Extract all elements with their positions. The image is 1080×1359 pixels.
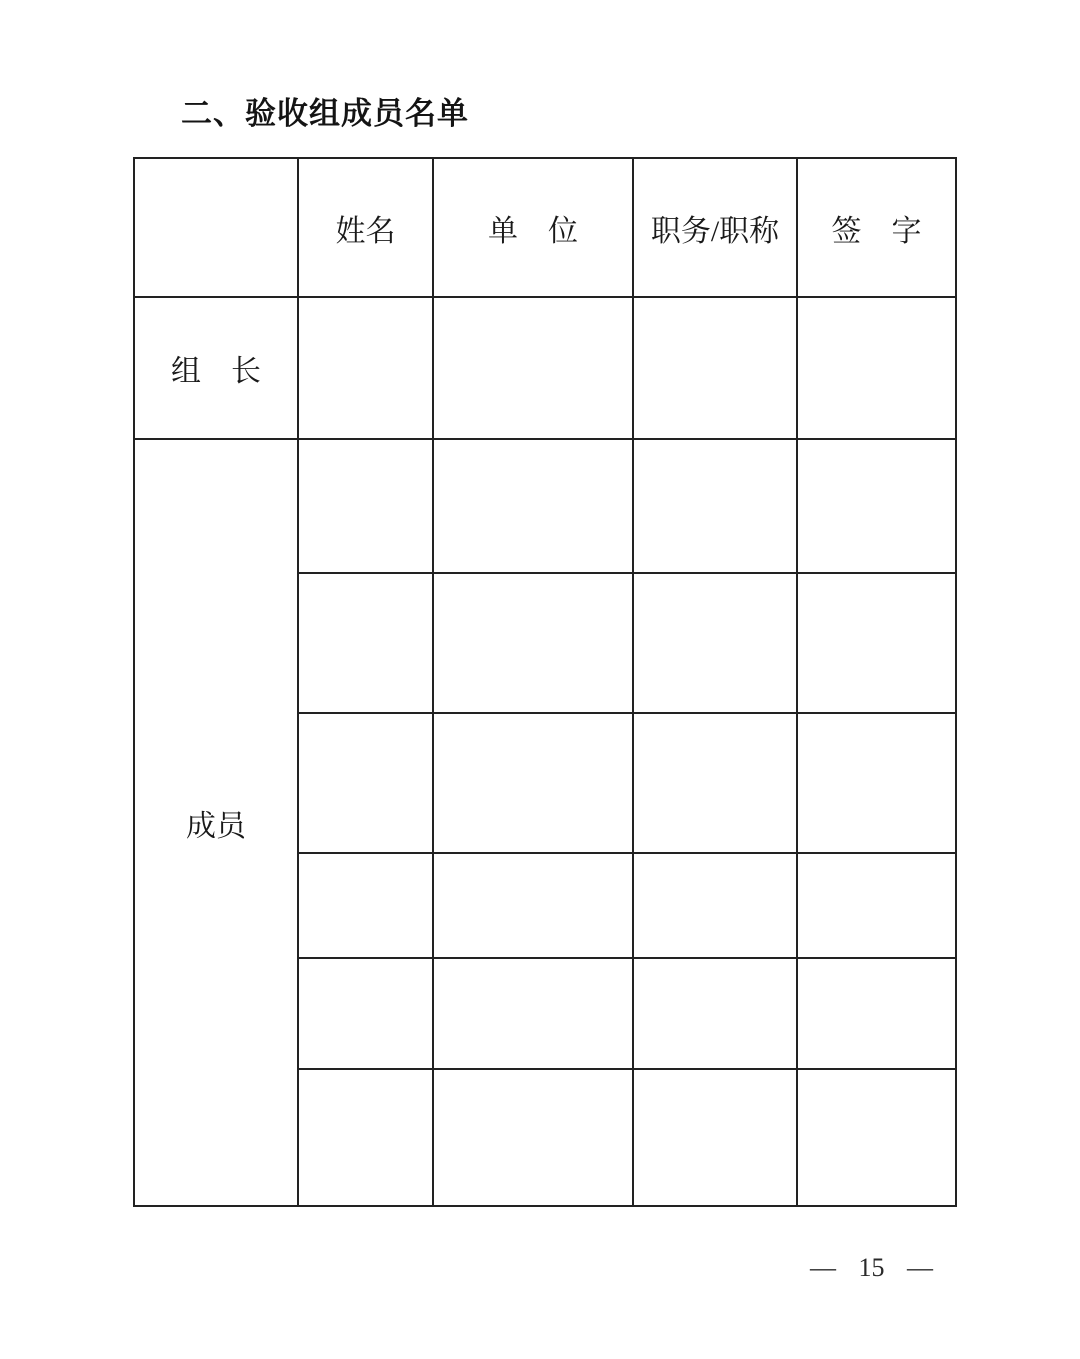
header-corner-cell <box>134 158 298 297</box>
leader-position-cell <box>633 297 797 439</box>
member-signature-cell <box>797 573 956 713</box>
member-name-cell <box>298 439 433 573</box>
member-signature-cell <box>797 713 956 853</box>
member-unit-cell <box>433 853 633 958</box>
member-position-cell <box>633 1069 797 1206</box>
header-cell-position-title: 职务/职称 <box>633 158 797 297</box>
member-name-cell <box>298 958 433 1069</box>
leader-name-cell <box>298 297 433 439</box>
header-cell-unit: 单 位 <box>433 158 633 297</box>
leader-signature-cell <box>797 297 956 439</box>
member-unit-cell <box>433 713 633 853</box>
member-position-cell <box>633 958 797 1069</box>
member-name-cell <box>298 573 433 713</box>
header-cell-name: 姓名 <box>298 158 433 297</box>
member-signature-cell <box>797 1069 956 1206</box>
leader-row <box>134 297 956 439</box>
member-row <box>134 439 956 573</box>
member-unit-cell <box>433 1069 633 1206</box>
row-label-leader: 组 长 <box>134 297 298 439</box>
member-signature-cell <box>797 853 956 958</box>
table-header-row <box>134 158 956 297</box>
page-number: — 15 — <box>810 1253 933 1282</box>
member-position-cell <box>633 853 797 958</box>
member-name-cell <box>298 1069 433 1206</box>
row-label-member: 成员 <box>134 439 298 1206</box>
member-name-cell <box>298 713 433 853</box>
member-unit-cell <box>433 958 633 1069</box>
member-position-cell <box>633 573 797 713</box>
leader-unit-cell <box>433 297 633 439</box>
member-unit-cell <box>433 573 633 713</box>
member-unit-cell <box>433 439 633 573</box>
member-signature-cell <box>797 439 956 573</box>
member-signature-cell <box>797 958 956 1069</box>
member-position-cell <box>633 439 797 573</box>
member-name-cell <box>298 853 433 958</box>
section-title: 二、验收组成员名单 <box>181 96 469 131</box>
member-roster-table <box>133 157 957 1207</box>
member-position-cell <box>633 713 797 853</box>
header-cell-signature: 签 字 <box>797 158 956 297</box>
